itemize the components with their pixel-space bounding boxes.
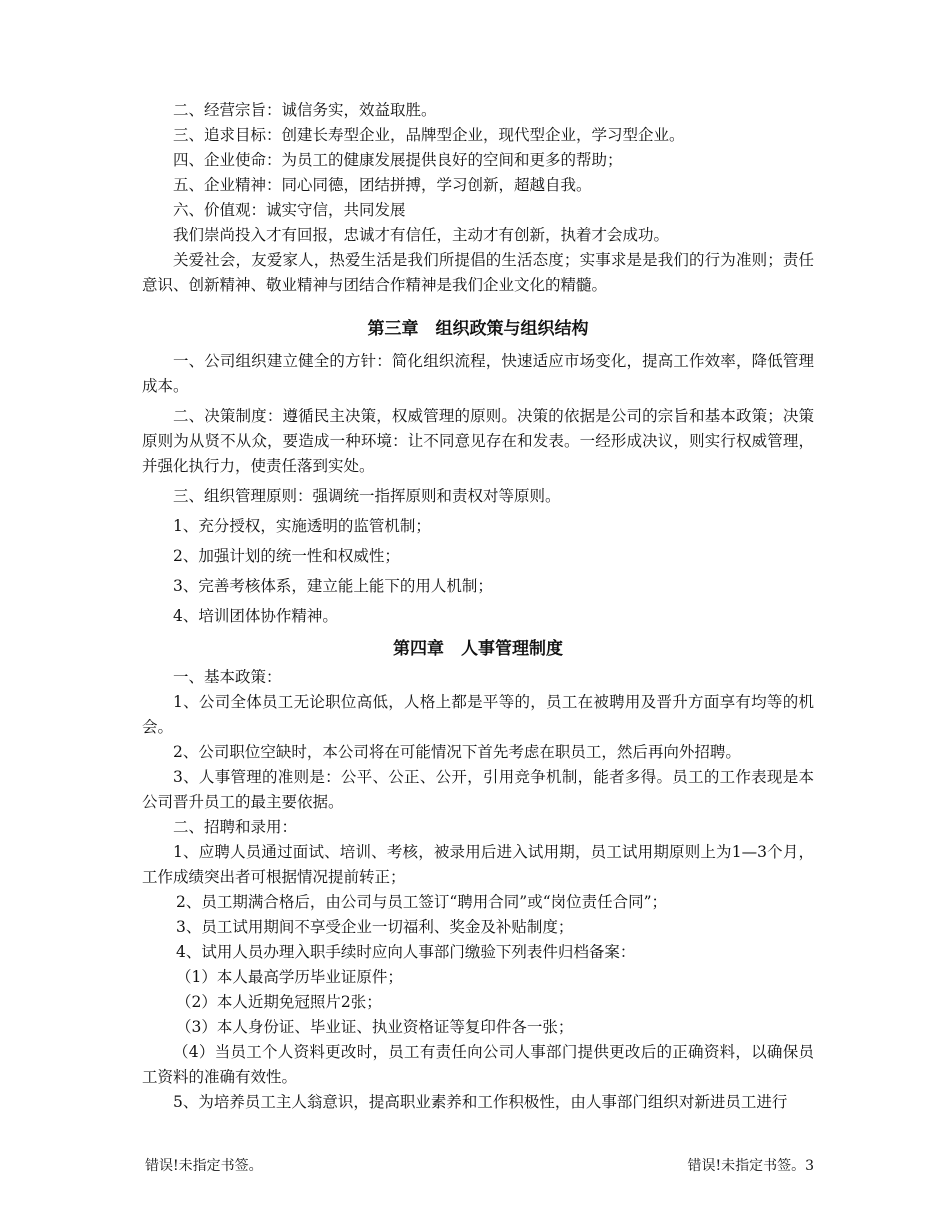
intro-line: 三、追求目标：创建长寿型企业，品牌型企业，现代型企业，学习型企业。 xyxy=(173,126,685,144)
chapter-4-paragraph: 1、公司全体员工无论职位高低，人格上都是平等的，员工在被聘用及晋升方面享有均等的机会。 xyxy=(142,693,814,736)
chapter-4-paragraph: 3、人事管理的准则是：公平、公正、公开，引用竞争机制，能者多得。员工的工作表现是本公司晋升员工的最主要依据。 xyxy=(142,768,814,811)
intro-line: 四、企业使命：为员工的健康发展提供良好的空间和更多的帮助； xyxy=(173,151,623,169)
list-item: 4、培训团体协作精神。 xyxy=(173,607,338,625)
chapter-4-paragraph: 4、试用人员办理入职手续时应向人事部门缴验下列表件归档备案： xyxy=(176,943,636,961)
sub-item: （4）当员工个人资料更改时，员工有责任向公司人事部门提供更改后的正确资料，以确保员工资料的准确有效性。 xyxy=(142,1043,814,1086)
chapter-4-paragraph: 5、为培养员工主人翁意识，提高职业素养和工作积极性，由人事部门组织对新进员工进行 xyxy=(173,1093,788,1111)
intro-line: 二、经营宗旨：诚信务实，效益取胜。 xyxy=(173,101,437,119)
intro-line: 我们崇尚投入才有回报，忠诚才有信任，主动才有创新，执着才会成功。 xyxy=(173,226,670,244)
document-body xyxy=(142,98,814,1115)
section-heading: 一、基本政策： xyxy=(173,668,282,686)
chapter-3-paragraph: 三、组织管理原则：强调统一指挥原则和责权对等原则。 xyxy=(173,487,561,505)
chapter-3-paragraph: 二、决策制度：遵循民主决策，权威管理的原则。决策的依据是公司的宗旨和基本政策；决策原则为从贤不从众，要造成一种环境：让不同意见存在和发表。一经形成决议，则实行权威管理，并强化执行力，使责任落到实处。 xyxy=(142,407,814,475)
intro-line: 六、价值观：诚实守信，共同发展 xyxy=(173,201,406,219)
footer-page-number: 错误!未指定书签。3 xyxy=(687,1158,814,1174)
chapter-4-paragraph: 1、应聘人员通过面试、培训、考核，被录用后进入试用期，员工试用期原则上为1—3个月，工作成绩突出者可根据情况提前转正； xyxy=(142,843,814,886)
chapter-4-paragraph: 2、员工期满合格后，由公司与员工签订“聘用合同”或“岗位责任合同”； xyxy=(176,893,668,911)
list-item: 1、充分授权，实施透明的监管机制； xyxy=(173,517,431,535)
chapter-4-paragraph: 2、公司职位空缺时，本公司将在可能情况下首先考虑在职员工，然后再向外招聘。 xyxy=(173,743,741,761)
intro-line: 五、企业精神：同心同德，团结拼搏，学习创新，超越自我。 xyxy=(173,176,592,194)
sub-item: （1）本人最高学历毕业证原件； xyxy=(176,968,403,986)
sub-item: （2）本人近期免冠照片2张； xyxy=(176,993,382,1011)
chapter-3-paragraph: 一、公司组织建立健全的方针：简化组织流程，快速适应市场变化，提高工作效率，降低管理成本。 xyxy=(142,352,814,395)
chapter-3-title: 第三章 组织政策与组织结构 xyxy=(367,319,589,339)
list-item: 2、加强计划的统一性和权威性； xyxy=(173,547,400,565)
sub-item: （3）本人身份证、毕业证、执业资格证等复印件各一张； xyxy=(176,1018,574,1036)
footer-left: 错误!未指定书签。 xyxy=(145,1158,263,1174)
section-heading: 二、招聘和录用： xyxy=(173,818,298,836)
chapter-4-paragraph: 3、员工试用期间不享受企业一切福利、奖金及补贴制度； xyxy=(176,918,574,936)
list-item: 3、完善考核体系，建立能上能下的用人机制； xyxy=(173,577,493,595)
chapter-4-title: 第四章 人事管理制度 xyxy=(393,639,563,659)
intro-paragraph: 关爱社会，友爱家人，热爱生活是我们所提倡的生活态度；实事求是是我们的行为准则；责任意识、创新精神、敬业精神与团结合作精神是我们企业文化的精髓。 xyxy=(142,251,814,294)
